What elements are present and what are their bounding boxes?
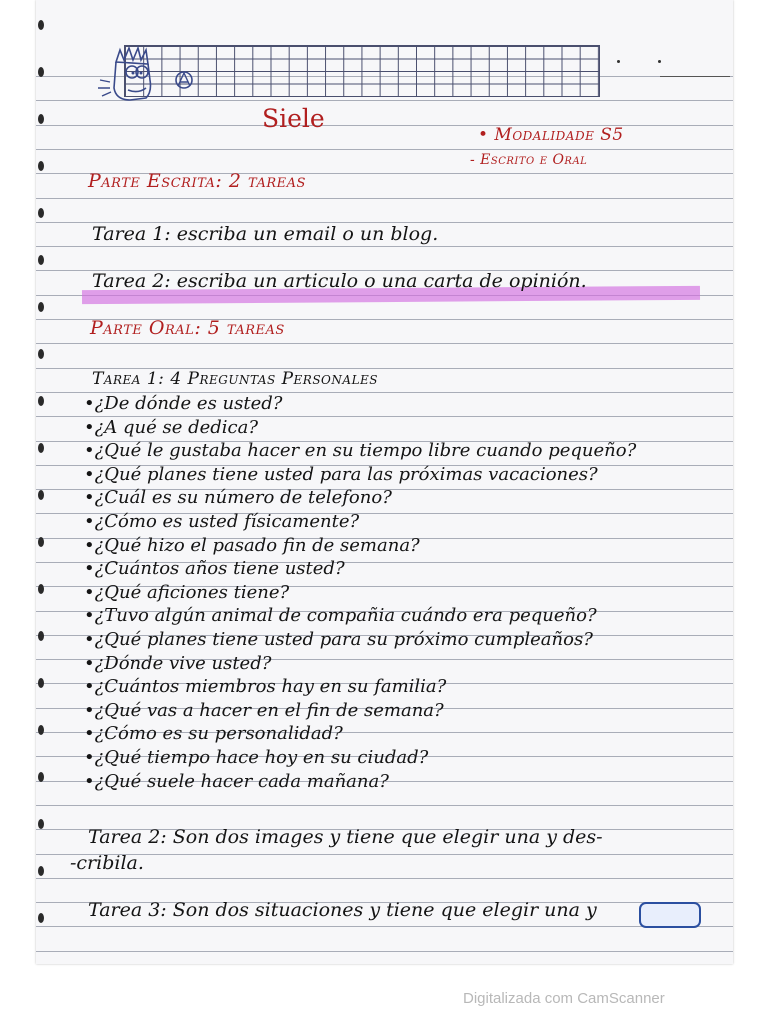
- margin-dot: [38, 161, 44, 171]
- ruled-line: [36, 805, 733, 806]
- escrita-tarea-1: Tarea 1: escriba un email o un blog.: [92, 223, 439, 245]
- question-item: •¿Qué planes tiene usted para las próximas vacaciones?: [84, 463, 598, 485]
- modalidad-label: • Modalidade S5: [478, 125, 624, 145]
- question-item: •¿Tuvo algún animal de compañia cuándo era pequeño?: [84, 605, 597, 627]
- margin-dot: [38, 302, 44, 312]
- margin-dot: [38, 584, 44, 594]
- question-item: •¿Qué hizo el pasado fin de semana?: [84, 534, 420, 556]
- ruled-line: [36, 926, 733, 927]
- ruled-line: [36, 951, 733, 952]
- question-item: •¿Cuántos miembros hay en su familia?: [84, 676, 447, 698]
- ruled-line: [36, 246, 733, 247]
- margin-dot: [38, 349, 44, 359]
- margin-dot: [38, 255, 44, 265]
- page-title: Siele: [262, 104, 325, 133]
- scanner-stamp-icon: [639, 902, 701, 928]
- margin-dot: [38, 490, 44, 500]
- question-item: •¿Qué aficiones tiene?: [84, 581, 290, 603]
- header-grid: [124, 45, 600, 97]
- margin-dot: [38, 443, 44, 453]
- escrita-tarea-2: Tarea 2: escriba un articulo o una carta de opinión.: [92, 270, 587, 292]
- margin-dot: [38, 772, 44, 782]
- bart-simpson-doodle-icon: [94, 40, 194, 108]
- ruled-line: [36, 343, 733, 344]
- question-item: •¿Dónde vive usted?: [84, 652, 272, 674]
- question-item: •¿Cuál es su número de telefono?: [84, 487, 392, 509]
- camscanner-watermark: Digitalizada com CamScanner: [463, 990, 665, 1007]
- notebook-page: [36, 0, 733, 964]
- ruled-line: [36, 125, 733, 126]
- margin-dot: [38, 537, 44, 547]
- margin-dot: [38, 631, 44, 641]
- modalidad-sublabel: - Escrito e Oral: [470, 152, 588, 168]
- margin-dot: [38, 678, 44, 688]
- margin-dot: [38, 208, 44, 218]
- header-date-line: [660, 76, 730, 77]
- parte-escrita-heading: Parte Escrita: 2 tareas: [88, 170, 306, 192]
- ruled-line: [36, 198, 733, 199]
- ruled-line: [36, 878, 733, 879]
- header-dot: [617, 60, 620, 63]
- question-item: •¿Qué suele hacer cada mañana?: [84, 770, 389, 792]
- margin-dot: [38, 913, 44, 923]
- margin-dot: [38, 20, 44, 30]
- margin-dot: [38, 67, 44, 77]
- question-item: •¿Cuántos años tiene usted?: [84, 558, 345, 580]
- oral-tarea-2-line-1: Tarea 2: Son dos images y tiene que elegir una y des-: [88, 826, 603, 848]
- question-item: •¿A qué se dedica?: [84, 416, 259, 438]
- oral-tarea-3: Tarea 3: Son dos situaciones y tiene que elegir una y: [88, 899, 597, 921]
- oral-tarea-1-heading: Tarea 1: 4 Preguntas Personales: [92, 369, 379, 389]
- question-item: •¿De dónde es usted?: [84, 393, 283, 414]
- margin-dot: [38, 114, 44, 124]
- question-item: •¿Qué le gustaba hacer en su tiempo libre cuando pequeño?: [84, 440, 637, 462]
- question-item: •¿Qué tiempo hace hoy en su ciudad?: [84, 747, 429, 768]
- parte-oral-heading: Parte Oral: 5 tareas: [90, 317, 285, 339]
- question-item: •¿Qué vas a hacer en el fin de semana?: [84, 699, 444, 721]
- margin-dot: [38, 819, 44, 829]
- header-dot: [658, 60, 661, 63]
- question-item: •¿Cómo es usted físicamente?: [84, 511, 360, 532]
- oral-tarea-2-line-2: -cribila.: [70, 852, 144, 874]
- question-item: •¿Qué planes tiene usted para su próximo cumpleaños?: [84, 629, 593, 650]
- margin-dot: [38, 866, 44, 876]
- ruled-line: [36, 149, 733, 150]
- question-item: •¿Cómo es su personalidad?: [84, 723, 343, 745]
- margin-dot: [38, 725, 44, 735]
- margin-dot: [38, 396, 44, 406]
